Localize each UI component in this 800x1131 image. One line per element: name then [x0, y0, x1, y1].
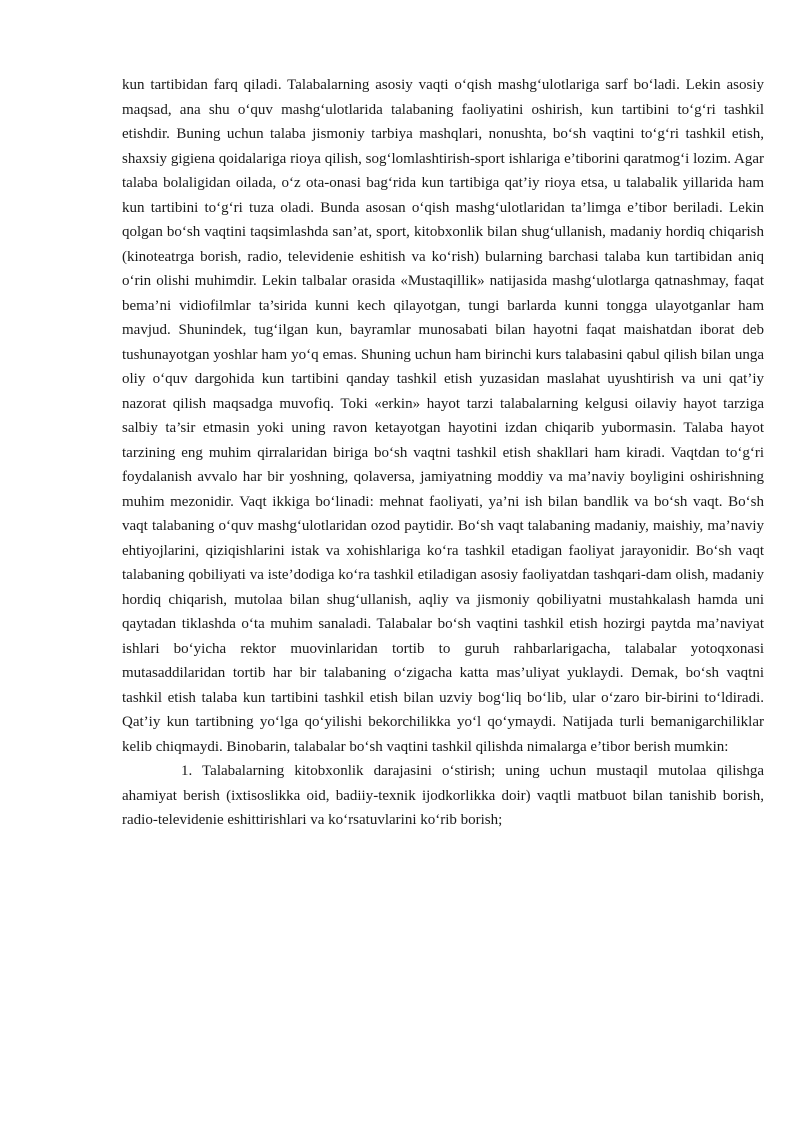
numbered-list-item: 1. Talabalarning kitobxonlik darajasini o‘stirish; uning uchun mustaqil mutolaa qilishga ahamiyat berish (ixtisoslikka oid, badiiy-texnik ijodkorlikka doir) vaqtli matbuot bilan tanishib borish, radio-televidenie eshittirishlari va ko‘rsatuvlarini ko‘rib borish;: [122, 763, 764, 828]
body-paragraph: kun tartibidan farq qiladi. Talabalarning asosiy vaqti o‘qish mashg‘ulotlariga sarf bo‘ladi. Lekin asosiy maqsad, ana shu o‘quv mashg‘ulotlarida talabaning faoliyatini oshirish, kun tartibini to‘g‘ri tashkil etishdir. Buning uchun talaba jismoniy tarbiya mashqlari, nonushta, bo‘sh vaqtini to‘g‘ri tashkil etish, shaxsiy gigiena qoidalariga rioya qilish, sog‘lomlashtirish-sport ishlariga e’tiborini qaratmog‘i lozim. Agar talaba bolaligidan oilada, o‘z ota-onasi bag‘rida kun tartibiga qat’iy rioya etsa, u talabalik yillarida ham kun tartibini to‘g‘ri tuza oladi. Bunda asosan o‘qish mashg‘ulotlaridan ta’limga e’tibor beriladi. Lekin qolgan bo‘sh vaqtini taqsimlashda san’at, sport, kitobxonlik bilan shug‘ullanish, madaniy hordiq chiqarish (kinoteatrga borish, radio, televidenie eshitish va ko‘rish) bularning barchasi talaba kun tartibidan aniq o‘rin olishi muhimdir. Lekin talbalar orasida «Mustaqillik» natijasida mashg‘ulotlarga qatnashmay, faqat bema’ni vidiofilmlar ta’sirida kunni kech qilayotgan, tungi barlarda kunni tongga ulayotganlar ham mavjud. Shunindek, tug‘ilgan kun, bayramlar munosabati bilan hayotni faqat maishatdan iborat deb tushunayotgan yoshlar ham yo‘q emas. Shuning uchun ham birinchi kurs talabasini qabul qilish bilan unga oliy o‘quv dargohida kun tartibini qanday tashkil etish yuzasidan maslahat uyushtirish va uni qat’iy nazorat qilish maqsadga muvofiq. Toki «erkin» hayot tarzi talabalarning kelgusi oilaviy hayot tarziga salbiy ta’sir etmasin yoki uning ravon ketayotgan hayotini izdan chiqarib yubormasin. Talaba hayot tarzining eng muhim qirralaridan biriga bo‘sh vaqtni tashkil etish shakllari ham kiradi. Vaqtdan to‘g‘ri foydalanish avvalo har bir yoshning, qolaversa, jamiyatning moddiy va ma’naviy boyligini oshirishning muhim mezonidir. Vaqt ikkiga bo‘linadi: mehnat faoliyati, ya’ni ish bilan bandlik va bo‘sh vaqt. Bo‘sh vaqt talabaning o‘quv mashg‘ulotlaridan ozod paytidir. Bo‘sh vaqt talabaning madaniy, maishiy, ma’naviy ehtiyojlarini, qiziqishlarini istak va xohishlariga ko‘ra tashkil etadigan faoliyat jarayonidir. Bo‘sh vaqt talabaning qobiliyati va iste’dodiga ko‘ra tashkil etiladigan asosiy faoliyatdan tashqari-dam olish, madaniy hordiq chiqarish, mutolaa bilan shug‘ullanish, aqliy va jismoniy qobiliyatni mustahkalash hamda uni qaytadan tiklashda o‘ta muhim sanaladi. Talabalar bo‘sh vaqtini tashkil etish hozirgi paytda ma’naviyat ishlari bo‘yicha rektor muovinlaridan tortib to guruh rahbarlarigacha, talabalar yotoqxonasi mutasaddilaridan tortib har bir talabaning o‘zigacha katta mas’uliyat yuklaydi. Demak, bo‘sh vaqtni tashkil etish talaba kun tartibini tashkil etish bilan uzviy bog‘liq bo‘lib, ular o‘zaro bir-birini to‘ldiradi. Qat’iy kun tartibning yo‘lga qo‘yilishi bekorchilikka yo‘l qo‘ymaydi. Natijada turli bemanigarchiliklar kelib chiqmaydi. Binobarin, talabalar bo‘sh vaqtini tashkil qilishda nimalarga e’tibor berish mumkin:: [122, 77, 764, 755]
document-page: [122, 73, 764, 833]
